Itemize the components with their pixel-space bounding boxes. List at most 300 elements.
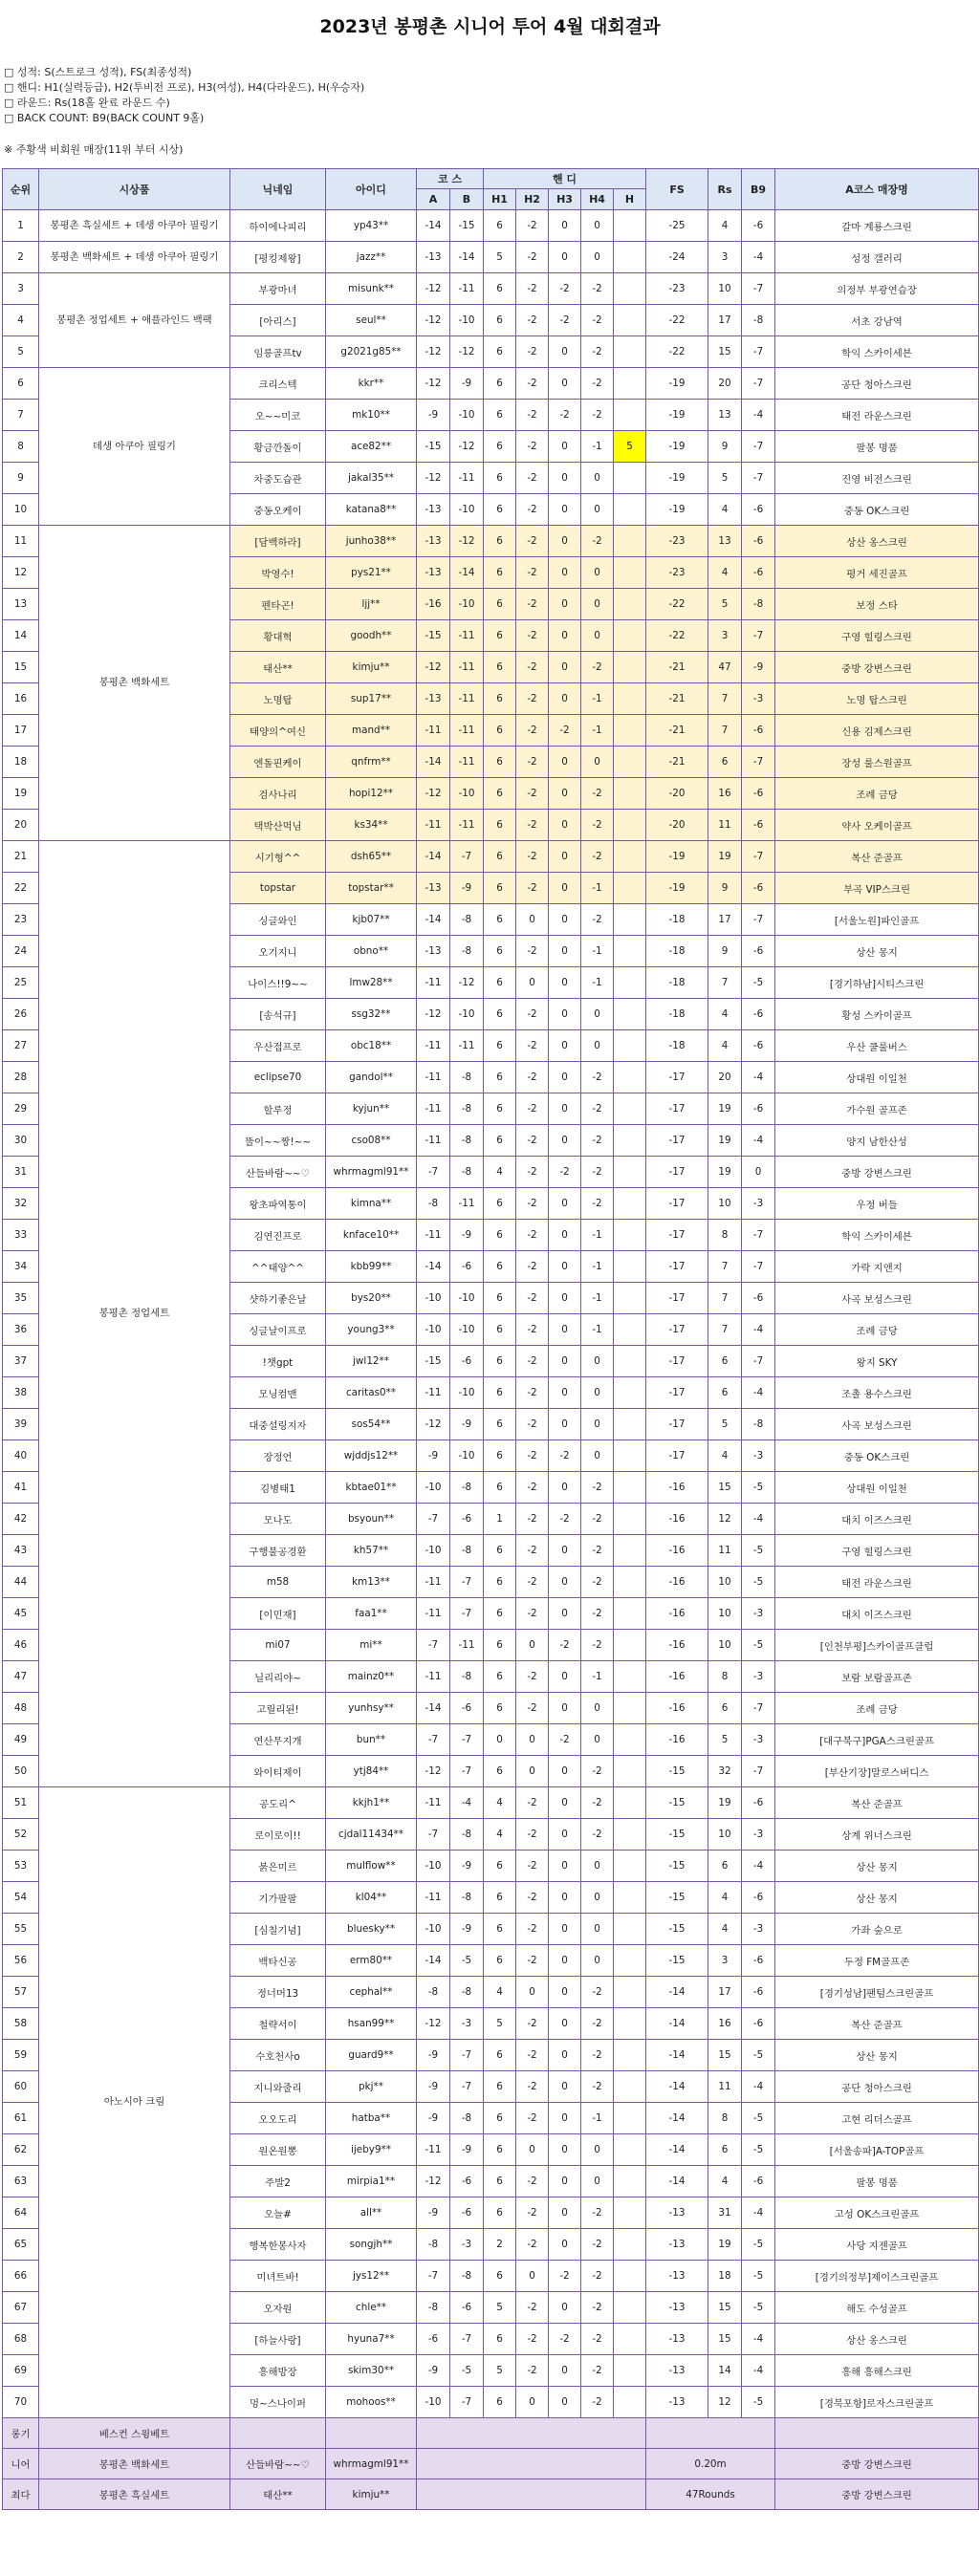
- cell-h3: 0: [549, 1093, 581, 1125]
- cell-h1: 6: [484, 2103, 516, 2134]
- cell-h: [614, 1125, 646, 1157]
- cell-h1: 6: [484, 747, 516, 778]
- cell-b9: -6: [742, 873, 775, 904]
- award-store: 중방 강변스크린: [775, 2479, 979, 2510]
- cell-h2: -2: [516, 242, 549, 273]
- cell-h4: 0: [581, 1693, 614, 1724]
- cell-h2: -2: [516, 1693, 549, 1724]
- cell-h4: -2: [581, 2071, 614, 2103]
- cell-b9: -4: [742, 1504, 775, 1535]
- cell-rank: 38: [3, 1377, 39, 1409]
- cell-a: -12: [417, 2008, 450, 2040]
- cell-h2: -2: [516, 1188, 549, 1220]
- cell-h4: -2: [581, 1787, 614, 1819]
- cell-h4: -2: [581, 652, 614, 683]
- cell-a: -7: [417, 1819, 450, 1851]
- cell-h1: 0: [484, 1724, 516, 1756]
- cell-h2: -2: [516, 336, 549, 368]
- cell-h3: 0: [549, 683, 581, 715]
- cell-b: -10: [450, 999, 484, 1030]
- cell-nickname: 고릴리된!: [230, 1693, 326, 1724]
- cell-b9: -6: [742, 2166, 775, 2197]
- cell-h1: 6: [484, 2261, 516, 2292]
- cell-h2: -2: [516, 936, 549, 967]
- cell-b: -6: [450, 2197, 484, 2229]
- cell-rank: 59: [3, 2040, 39, 2071]
- cell-rs: 32: [708, 1756, 742, 1787]
- cell-fs: -17: [646, 1062, 708, 1093]
- cell-a: -13: [417, 873, 450, 904]
- cell-h2: 0: [516, 904, 549, 936]
- cell-h4: -2: [581, 2292, 614, 2324]
- cell-b9: -5: [742, 2387, 775, 2418]
- cell-h2: -2: [516, 2197, 549, 2229]
- cell-nickname: !챗gpt: [230, 1346, 326, 1377]
- cell-b9: -8: [742, 1409, 775, 1440]
- legend-line: □ BACK COUNT: B9(BACK COUNT 9홀): [4, 112, 205, 124]
- cell-rank: 10: [3, 494, 39, 526]
- cell-h: [614, 273, 646, 305]
- cell-a: -14: [417, 1251, 450, 1283]
- cell-b: -6: [450, 2292, 484, 2324]
- cell-h: [614, 1724, 646, 1756]
- cell-h3: 0: [549, 936, 581, 967]
- cell-nickname: 박영수!: [230, 557, 326, 589]
- cell-h: [614, 1062, 646, 1093]
- cell-h2: -2: [516, 1535, 549, 1567]
- cell-b9: -6: [742, 1787, 775, 1819]
- cell-h4: -1: [581, 1220, 614, 1251]
- cell-h2: -2: [516, 526, 549, 557]
- cell-h4: -2: [581, 1977, 614, 2008]
- cell-b: -8: [450, 1125, 484, 1157]
- cell-b9: -6: [742, 999, 775, 1030]
- cell-h3: 0: [549, 1882, 581, 1914]
- cell-h1: 6: [484, 2040, 516, 2071]
- cell-h2: -2: [516, 1125, 549, 1157]
- cell-b9: -7: [742, 1251, 775, 1283]
- cell-id: qnfrm**: [326, 747, 417, 778]
- cell-h2: -2: [516, 2008, 549, 2040]
- cell-id: jwl12**: [326, 1346, 417, 1377]
- cell-rs: 19: [708, 1125, 742, 1157]
- cell-b: -8: [450, 1472, 484, 1504]
- cell-store: 상계 위너스크린: [775, 1819, 979, 1851]
- legend: [4, 65, 364, 126]
- cell-fs: -17: [646, 1346, 708, 1377]
- cell-fs: -13: [646, 2355, 708, 2387]
- cell-fs: -16: [646, 1535, 708, 1567]
- cell-id: all**: [326, 2197, 417, 2229]
- cell-h2: 0: [516, 1977, 549, 2008]
- cell-b: -11: [450, 273, 484, 305]
- cell-b9: -3: [742, 1661, 775, 1693]
- cell-h: [614, 1409, 646, 1440]
- cell-h: [614, 1851, 646, 1882]
- cell-h1: 6: [484, 557, 516, 589]
- header-h2: H2: [516, 189, 549, 210]
- award-label: 최다: [3, 2479, 39, 2510]
- cell-nickname: mi07: [230, 1630, 326, 1661]
- cell-h: [614, 336, 646, 368]
- cell-rs: 14: [708, 2355, 742, 2387]
- cell-b9: -5: [742, 1630, 775, 1661]
- cell-h1: 6: [484, 1220, 516, 1251]
- table-row: [3, 273, 979, 305]
- cell-h: [614, 210, 646, 242]
- cell-h4: -2: [581, 1598, 614, 1630]
- cell-h: [614, 810, 646, 841]
- cell-h4: 0: [581, 589, 614, 620]
- cell-h3: -2: [549, 2324, 581, 2355]
- cell-b: -5: [450, 1945, 484, 1977]
- cell-h1: 6: [484, 2387, 516, 2418]
- cell-h1: 2: [484, 2229, 516, 2261]
- cell-fs: -21: [646, 747, 708, 778]
- cell-h1: 4: [484, 1977, 516, 2008]
- cell-b9: -4: [742, 1377, 775, 1409]
- cell-h1: 6: [484, 1409, 516, 1440]
- header-h: H: [614, 189, 646, 210]
- cell-id: katana8**: [326, 494, 417, 526]
- cell-b: -8: [450, 1062, 484, 1093]
- award-label: 롱기: [3, 2418, 39, 2449]
- cell-h3: 0: [549, 1472, 581, 1504]
- cell-nickname: 할루정: [230, 1093, 326, 1125]
- cell-store: [경기하남]시티스크린: [775, 967, 979, 999]
- cell-store: 고현 리더스골프: [775, 2103, 979, 2134]
- cell-b9: -5: [742, 1535, 775, 1567]
- cell-a: -9: [417, 400, 450, 431]
- cell-rs: 10: [708, 1188, 742, 1220]
- cell-rank: 36: [3, 1314, 39, 1346]
- cell-b: -12: [450, 967, 484, 999]
- cell-fs: -13: [646, 2197, 708, 2229]
- cell-id: mohoos**: [326, 2387, 417, 2418]
- award-row: [3, 2479, 979, 2510]
- cell-rs: 3: [708, 620, 742, 652]
- cell-rs: 7: [708, 1314, 742, 1346]
- cell-nickname: 김병태1: [230, 1472, 326, 1504]
- cell-b9: -6: [742, 1283, 775, 1314]
- cell-h1: 6: [484, 1125, 516, 1157]
- cell-b: -10: [450, 1440, 484, 1472]
- cell-h1: 6: [484, 778, 516, 810]
- cell-nickname: 나이스!!9~~: [230, 967, 326, 999]
- cell-fs: -13: [646, 2324, 708, 2355]
- cell-b9: -6: [742, 1093, 775, 1125]
- cell-h3: 0: [549, 1567, 581, 1598]
- cell-b: -9: [450, 2134, 484, 2166]
- cell-b9: -4: [742, 2197, 775, 2229]
- cell-rank: 29: [3, 1093, 39, 1125]
- cell-h2: -2: [516, 810, 549, 841]
- award-prize: 베스컨 스윙베트: [39, 2418, 230, 2449]
- cell-h3: 0: [549, 2387, 581, 2418]
- cell-nickname: 장정언: [230, 1440, 326, 1472]
- cell-rank: 48: [3, 1693, 39, 1724]
- cell-h1: 6: [484, 1535, 516, 1567]
- header-id: 아이디: [326, 169, 417, 210]
- cell-h: [614, 1598, 646, 1630]
- cell-rank: 26: [3, 999, 39, 1030]
- cell-h2: 0: [516, 1630, 549, 1661]
- cell-h4: 0: [581, 1440, 614, 1472]
- cell-nickname: 태양의^여신: [230, 715, 326, 747]
- cell-fs: -14: [646, 1977, 708, 2008]
- cell-id: mi**: [326, 1630, 417, 1661]
- cell-h2: -2: [516, 2292, 549, 2324]
- cell-h4: 0: [581, 2166, 614, 2197]
- cell-fs: -13: [646, 2229, 708, 2261]
- cell-rs: 3: [708, 242, 742, 273]
- cell-h3: -2: [549, 1630, 581, 1661]
- cell-id: goodh**: [326, 620, 417, 652]
- cell-id: caritas0**: [326, 1377, 417, 1409]
- cell-h1: 6: [484, 2166, 516, 2197]
- cell-fs: -13: [646, 2292, 708, 2324]
- cell-fs: -14: [646, 2071, 708, 2103]
- cell-h4: -2: [581, 1630, 614, 1661]
- cell-id: bun**: [326, 1724, 417, 1756]
- cell-b9: -7: [742, 336, 775, 368]
- cell-rank: 69: [3, 2355, 39, 2387]
- cell-h1: 6: [484, 210, 516, 242]
- cell-rank: 27: [3, 1030, 39, 1062]
- award-value: [646, 2418, 775, 2449]
- cell-id: ljj**: [326, 589, 417, 620]
- cell-h3: 0: [549, 1756, 581, 1787]
- cell-store: 상산 몽지: [775, 2040, 979, 2071]
- cell-store: 조례 금당: [775, 778, 979, 810]
- cell-b: -6: [450, 1346, 484, 1377]
- cell-h: [614, 2166, 646, 2197]
- cell-b9: -7: [742, 273, 775, 305]
- cell-id: yp43**: [326, 210, 417, 242]
- cell-h: [614, 1535, 646, 1567]
- cell-fs: -16: [646, 1567, 708, 1598]
- cell-a: -7: [417, 1724, 450, 1756]
- cell-nickname: 시기형^^: [230, 841, 326, 873]
- cell-h3: 0: [549, 210, 581, 242]
- cell-id: lmw28**: [326, 967, 417, 999]
- cell-b: -11: [450, 715, 484, 747]
- cell-b: -11: [450, 683, 484, 715]
- cell-b: -8: [450, 1882, 484, 1914]
- cell-rank: 47: [3, 1661, 39, 1693]
- cell-h4: 0: [581, 242, 614, 273]
- cell-h4: -2: [581, 2355, 614, 2387]
- cell-rs: 11: [708, 810, 742, 841]
- cell-h4: 0: [581, 1346, 614, 1377]
- cell-id: kyjun**: [326, 1093, 417, 1125]
- cell-h: [614, 841, 646, 873]
- cell-h1: 4: [484, 1157, 516, 1188]
- cell-h1: 6: [484, 1472, 516, 1504]
- cell-fs: -17: [646, 1314, 708, 1346]
- cell-h3: 0: [549, 1851, 581, 1882]
- cell-h4: -1: [581, 683, 614, 715]
- cell-id: ace82**: [326, 431, 417, 463]
- cell-b: -9: [450, 1914, 484, 1945]
- cell-h2: -2: [516, 715, 549, 747]
- cell-h1: 6: [484, 1756, 516, 1787]
- cell-b: -7: [450, 2040, 484, 2071]
- cell-h1: 6: [484, 1882, 516, 1914]
- cell-h1: 6: [484, 620, 516, 652]
- cell-b9: -7: [742, 747, 775, 778]
- cell-h2: -2: [516, 841, 549, 873]
- cell-nickname: 중동오케이: [230, 494, 326, 526]
- cell-b: -11: [450, 652, 484, 683]
- cell-id: ssg32**: [326, 999, 417, 1030]
- cell-store: 대치 이즈스크린: [775, 1504, 979, 1535]
- cell-id: cso08**: [326, 1125, 417, 1157]
- cell-b: -10: [450, 1314, 484, 1346]
- cell-h4: -1: [581, 431, 614, 463]
- cell-store: 학익 스카이세븐: [775, 1220, 979, 1251]
- cell-h4: -2: [581, 778, 614, 810]
- cell-store: 왕지 SKY: [775, 1346, 979, 1377]
- cell-h: [614, 2103, 646, 2134]
- cell-b: -10: [450, 305, 484, 336]
- cell-rs: 16: [708, 778, 742, 810]
- cell-a: -7: [417, 1504, 450, 1535]
- cell-h1: 6: [484, 873, 516, 904]
- cell-h4: -2: [581, 1472, 614, 1504]
- cell-h1: 6: [484, 1630, 516, 1661]
- cell-rs: 4: [708, 999, 742, 1030]
- cell-id: jys12**: [326, 2261, 417, 2292]
- cell-rank: 58: [3, 2008, 39, 2040]
- cell-h: [614, 1977, 646, 2008]
- cell-h1: 6: [484, 1440, 516, 1472]
- cell-fs: -18: [646, 936, 708, 967]
- cell-a: -9: [417, 2071, 450, 2103]
- cell-a: -11: [417, 1062, 450, 1093]
- cell-h2: -2: [516, 431, 549, 463]
- cell-h3: 0: [549, 2071, 581, 2103]
- cell-fs: -13: [646, 2387, 708, 2418]
- cell-rank: 50: [3, 1756, 39, 1787]
- cell-rank: 8: [3, 431, 39, 463]
- cell-h1: 6: [484, 305, 516, 336]
- cell-nickname: 흥해방장: [230, 2355, 326, 2387]
- cell-b9: -4: [742, 1314, 775, 1346]
- cell-a: -13: [417, 936, 450, 967]
- cell-id: whrmagml91**: [326, 1157, 417, 1188]
- cell-h3: 0: [549, 1819, 581, 1851]
- cell-id: kimju**: [326, 652, 417, 683]
- cell-h3: 0: [549, 1914, 581, 1945]
- cell-h1: 6: [484, 1851, 516, 1882]
- cell-b: -10: [450, 494, 484, 526]
- cell-rank: 41: [3, 1472, 39, 1504]
- cell-fs: -14: [646, 2040, 708, 2071]
- cell-h3: 0: [549, 1977, 581, 2008]
- cell-store: 성정 갤러리: [775, 242, 979, 273]
- cell-a: -14: [417, 747, 450, 778]
- cell-id: mulflow**: [326, 1851, 417, 1882]
- cell-rs: 10: [708, 1598, 742, 1630]
- cell-rank: 15: [3, 652, 39, 683]
- cell-h: [614, 1157, 646, 1188]
- cell-h2: -2: [516, 2324, 549, 2355]
- cell-b9: -5: [742, 2261, 775, 2292]
- cell-store: 조례 금당: [775, 1314, 979, 1346]
- cell-nickname: 미녀트바!: [230, 2261, 326, 2292]
- cell-a: -9: [417, 2040, 450, 2071]
- cell-store: 사당 지젠골프: [775, 2229, 979, 2261]
- cell-h2: -2: [516, 1377, 549, 1409]
- cell-h: [614, 2261, 646, 2292]
- award-id: [326, 2418, 417, 2449]
- cell-rank: 65: [3, 2229, 39, 2261]
- cell-h3: -2: [549, 2261, 581, 2292]
- cell-h2: -2: [516, 2229, 549, 2261]
- cell-a: -11: [417, 1882, 450, 1914]
- cell-h3: -2: [549, 1724, 581, 1756]
- cell-h3: 0: [549, 1125, 581, 1157]
- cell-rank: 66: [3, 2261, 39, 2292]
- cell-h: [614, 494, 646, 526]
- cell-a: -10: [417, 1851, 450, 1882]
- cell-h: [614, 747, 646, 778]
- cell-h: [614, 526, 646, 557]
- cell-h2: -2: [516, 1283, 549, 1314]
- cell-a: -9: [417, 1440, 450, 1472]
- cell-h2: -2: [516, 652, 549, 683]
- cell-h1: 6: [484, 999, 516, 1030]
- cell-rank: 53: [3, 1851, 39, 1882]
- cell-h: [614, 1346, 646, 1377]
- table-row: [3, 526, 979, 557]
- cell-id: kbb99**: [326, 1251, 417, 1283]
- cell-a: -12: [417, 305, 450, 336]
- cell-rs: 4: [708, 210, 742, 242]
- cell-h2: -2: [516, 1409, 549, 1440]
- cell-id: kkr**: [326, 368, 417, 400]
- cell-h4: -2: [581, 1567, 614, 1598]
- cell-h1: 6: [484, 810, 516, 841]
- cell-h1: 6: [484, 652, 516, 683]
- cell-store: 상산 몽지: [775, 1851, 979, 1882]
- header-rank: 순위: [3, 169, 39, 210]
- cell-h4: 0: [581, 1724, 614, 1756]
- cell-nickname: 철략서이: [230, 2008, 326, 2040]
- cell-fs: -18: [646, 904, 708, 936]
- cell-b9: -3: [742, 1440, 775, 1472]
- cell-fs: -19: [646, 873, 708, 904]
- prize-cell: 봉평촌 흑실세트 + 데생 아쿠아 필링기: [39, 210, 230, 242]
- cell-nickname: 크리스텍: [230, 368, 326, 400]
- cell-fs: -17: [646, 1377, 708, 1409]
- cell-a: -11: [417, 810, 450, 841]
- cell-b9: -5: [742, 2229, 775, 2261]
- cell-rank: 56: [3, 1945, 39, 1977]
- cell-rs: 13: [708, 400, 742, 431]
- cell-fs: -17: [646, 1409, 708, 1440]
- cell-h1: 6: [484, 273, 516, 305]
- cell-rs: 7: [708, 967, 742, 999]
- table-row: [3, 841, 979, 873]
- cell-h3: -2: [549, 715, 581, 747]
- cell-h3: 0: [549, 1661, 581, 1693]
- cell-id: bsyoun**: [326, 1504, 417, 1535]
- results-table: [2, 168, 979, 2510]
- cell-rank: 46: [3, 1630, 39, 1661]
- cell-a: -12: [417, 999, 450, 1030]
